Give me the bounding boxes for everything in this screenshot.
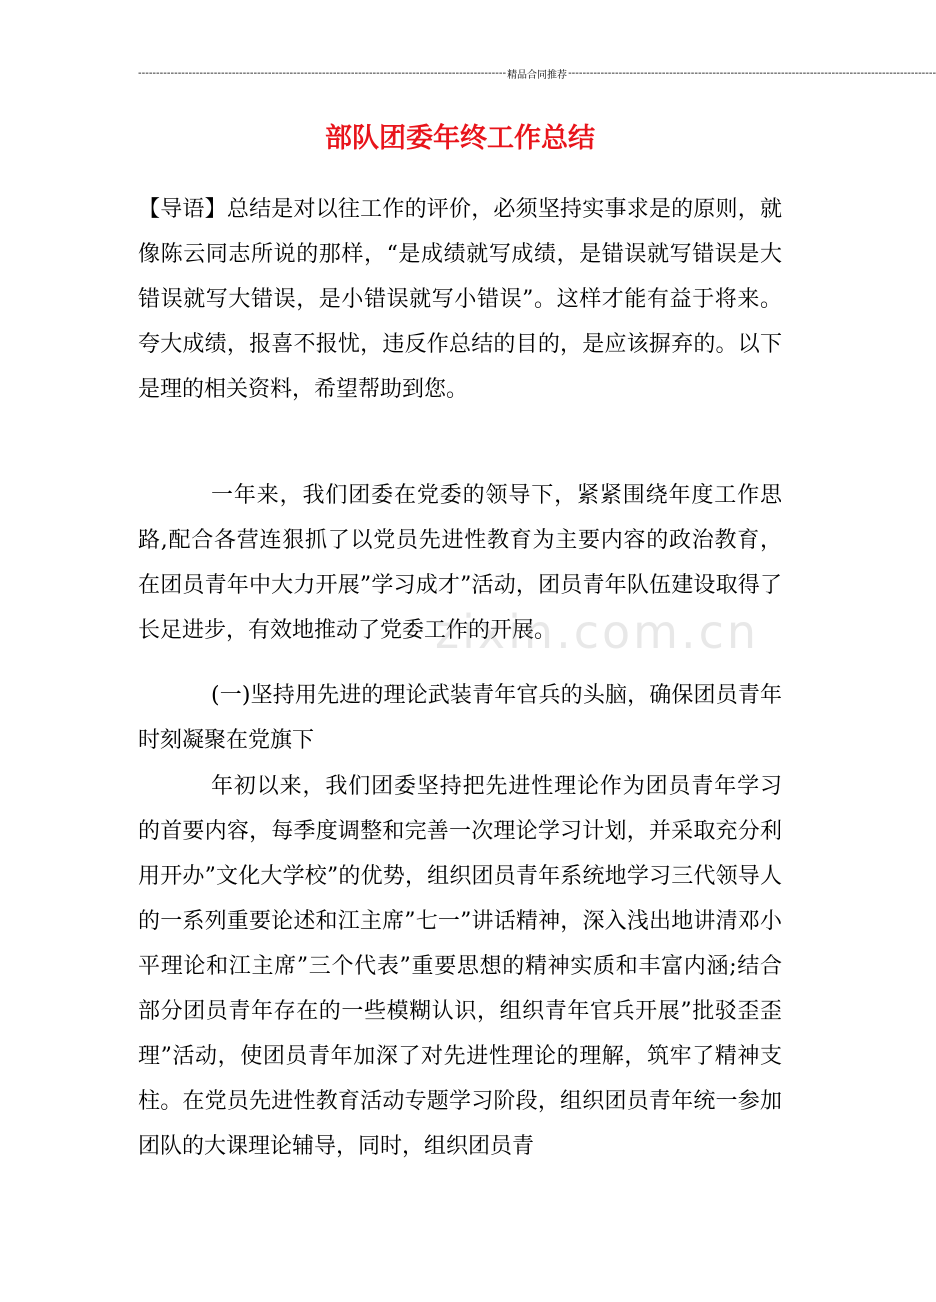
section-heading-1: (一)坚持用先进的理论武装青年官兵的头脑，确保团员青年时刻凝聚在党旗下 (138, 683, 782, 753)
page-header (138, 66, 936, 81)
body-paragraph-2: 年初以来，我们团委坚持把先进性理论作为团员青年学习的首要内容，每季度调整和完善一次理论学习计划，并采取充分利用开办”文化大学校”的优势，组织团员青年系统地学习三代领导人的一系列重要论述和江主席”七一”讲话精神，深入浅出地讲清邓小平理论和江主席”三个代表”重要思想的精神实质和丰富内涵;结合部分团员青年存在的一些模糊认识，组织青年官兵开展”批驳歪歪理”活动，使团员青年加深了对先进性理论的理解，筑牢了精神支柱。在党员先进性教育活动专题学习阶段，组织团员青年统一参加团队的大课理论辅导，同时，组织团员青 (138, 774, 782, 1159)
intro-paragraph: 【导语】总结是对以往工作的评价，必须坚持实事求是的原则，就像陈云同志所说的那样，“是成绩就写成绩，是错误就写错误是大错误就写大错误，是小错误就写小错误”。这样才能有益于将来。夸大成绩，报喜不报忧，违反作总结的目的，是应该摒弃的。以下是理的相关资料，希望帮助到您。 (138, 197, 782, 402)
document-title: 部队团委年终工作总结 (325, 123, 595, 154)
header-rule-left: ------------------------------------------------------------------------------------------------------ (138, 68, 507, 79)
watermark-logo: zixin.com.cn (435, 605, 760, 659)
header-rule-right: ------------------------------------------------------------------------------------------------------ (568, 68, 936, 79)
header-label: 精品合同推荐 (507, 70, 568, 81)
body-paragraph-1: 一年来，我们团委在党委的领导下，紧紧围绕年度工作思路,配合各营连狠抓了以党员先进性教育为主要内容的政治教育，在团员青年中大力开展”学习成才”活动，团员青年队伍建设取得了长足进步，有效地推动了党委工作的开展。 (138, 483, 782, 643)
